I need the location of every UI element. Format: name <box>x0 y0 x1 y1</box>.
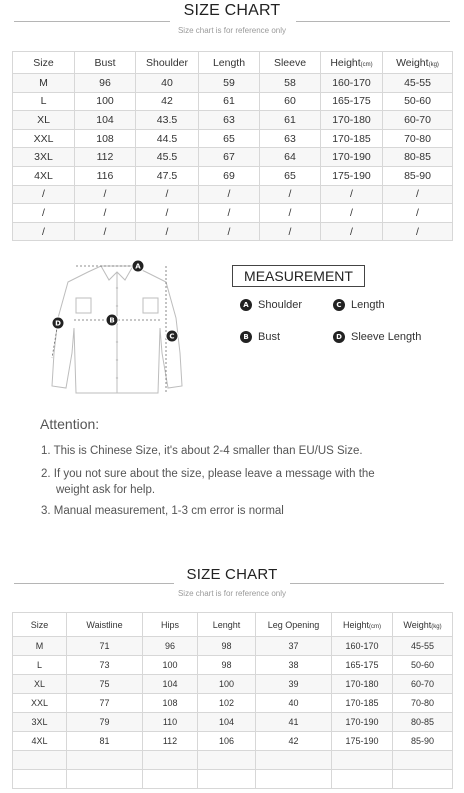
table-cell: 64 <box>260 148 321 167</box>
table-cell: 47.5 <box>136 166 199 185</box>
chart2-title-rule-right <box>290 583 444 584</box>
table-cell: / <box>383 222 453 241</box>
table-cell: / <box>199 222 260 241</box>
table-header-row <box>13 613 453 637</box>
table-row <box>13 148 453 167</box>
table-cell: / <box>136 222 199 241</box>
table-cell <box>332 751 393 770</box>
table-cell: 60-70 <box>393 675 453 694</box>
table-cell: 108 <box>75 129 136 148</box>
table-cell: 104 <box>143 675 198 694</box>
table-row <box>13 713 453 732</box>
table-cell: XXL <box>13 129 75 148</box>
table-cell: 71 <box>67 637 143 656</box>
legend-length-label: Length <box>351 299 385 311</box>
table-row <box>13 185 453 204</box>
attention-title: Attention: <box>40 416 100 432</box>
table-cell: / <box>199 185 260 204</box>
chart1-title-rule-right <box>296 21 450 22</box>
table-row <box>13 166 453 185</box>
table-cell: 50-60 <box>393 656 453 675</box>
table-cell: 110 <box>143 713 198 732</box>
table-cell: 104 <box>75 111 136 130</box>
column-header: Bust <box>75 52 136 74</box>
table-cell: 38 <box>256 656 332 675</box>
table-cell: / <box>260 204 321 223</box>
table-row <box>13 732 453 751</box>
column-header: Height(cm) <box>321 52 383 74</box>
table-cell: 65 <box>260 166 321 185</box>
table-cell <box>256 770 332 789</box>
table-cell: 61 <box>199 92 260 111</box>
table-cell: 41 <box>256 713 332 732</box>
column-header: Height(cm) <box>332 613 393 637</box>
table-cell: 85-90 <box>383 166 453 185</box>
table-cell: 106 <box>198 732 256 751</box>
table-cell: 40 <box>256 694 332 713</box>
letter-a-icon: A <box>240 299 252 311</box>
table-row <box>13 222 453 241</box>
table-cell: / <box>13 204 75 223</box>
table-cell: 100 <box>143 656 198 675</box>
table-cell: 58 <box>260 74 321 93</box>
column-header: Size <box>13 613 67 637</box>
table-cell: 75 <box>67 675 143 694</box>
table-cell: / <box>136 185 199 204</box>
table-cell: 4XL <box>13 166 75 185</box>
table-cell: 42 <box>136 92 199 111</box>
chart2-title-rule-left <box>14 583 174 584</box>
table-cell: 108 <box>143 694 198 713</box>
svg-text:C: C <box>169 332 175 341</box>
size-chart-table-top <box>12 51 453 241</box>
table-cell: 79 <box>67 713 143 732</box>
table-header-row <box>13 52 453 74</box>
table-cell: 70-80 <box>393 694 453 713</box>
table-cell: 60-70 <box>383 111 453 130</box>
table-row <box>13 129 453 148</box>
table-row <box>13 637 453 656</box>
svg-text:B: B <box>109 316 115 325</box>
table-cell: 170-180 <box>321 111 383 130</box>
table-cell: L <box>13 656 67 675</box>
legend-length <box>333 299 385 311</box>
table-cell: 63 <box>199 111 260 130</box>
table-cell: 73 <box>67 656 143 675</box>
table-row <box>13 694 453 713</box>
table-cell: / <box>260 222 321 241</box>
table-row <box>13 675 453 694</box>
table-cell: 170-190 <box>321 148 383 167</box>
table-cell: 3XL <box>13 713 67 732</box>
table-row <box>13 92 453 111</box>
letter-c-icon: C <box>333 299 345 311</box>
table-cell: 98 <box>198 656 256 675</box>
table-cell: 61 <box>260 111 321 130</box>
table-cell: XL <box>13 111 75 130</box>
table-cell: / <box>13 222 75 241</box>
chart1-title-rule-left <box>14 21 170 22</box>
table-cell: 69 <box>199 166 260 185</box>
size-chart-top-body <box>13 52 453 241</box>
table-row <box>13 74 453 93</box>
table-cell <box>143 770 198 789</box>
table-cell: 175-190 <box>321 166 383 185</box>
table-cell: 59 <box>199 74 260 93</box>
chart2-subtitle: Size chart is for reference only <box>177 589 287 598</box>
column-header: Waistline <box>67 613 143 637</box>
legend-bust <box>240 331 280 343</box>
table-cell: 45-55 <box>393 637 453 656</box>
table-cell: 37 <box>256 637 332 656</box>
chart1-title: SIZE CHART <box>183 2 281 19</box>
table-cell: 77 <box>67 694 143 713</box>
table-cell: 112 <box>143 732 198 751</box>
table-cell: 98 <box>198 637 256 656</box>
table-cell: 40 <box>136 74 199 93</box>
table-cell: 160-170 <box>321 74 383 93</box>
legend-sleeve-length <box>333 331 421 343</box>
table-cell: M <box>13 637 67 656</box>
table-cell <box>393 770 453 789</box>
table-cell: / <box>136 204 199 223</box>
table-row <box>13 656 453 675</box>
table-cell <box>13 751 67 770</box>
attention-item-3: 3. Manual measurement, 1-3 cm error is normal <box>41 505 284 517</box>
column-header: Leg Opening <box>256 613 332 637</box>
table-cell: 50-60 <box>383 92 453 111</box>
table-cell <box>256 751 332 770</box>
table-cell <box>393 751 453 770</box>
column-header: Weight(kg) <box>393 613 453 637</box>
table-cell: 80-85 <box>393 713 453 732</box>
table-cell <box>67 751 143 770</box>
size-chart-table-bottom <box>12 612 453 789</box>
chart2-title: SIZE CHART <box>186 566 278 583</box>
table-cell: / <box>383 204 453 223</box>
attention-item-2-cont: weight ask for help. <box>56 484 156 496</box>
table-cell: / <box>321 222 383 241</box>
table-cell <box>143 751 198 770</box>
table-cell: 170-190 <box>332 713 393 732</box>
table-cell: 96 <box>75 74 136 93</box>
svg-text:A: A <box>135 262 141 271</box>
table-cell: 100 <box>198 675 256 694</box>
shirt-diagram <box>46 258 196 408</box>
legend-shoulder-label: Shoulder <box>258 299 303 311</box>
table-cell: L <box>13 92 75 111</box>
table-cell: 96 <box>143 637 198 656</box>
table-cell: / <box>321 204 383 223</box>
table-cell <box>332 770 393 789</box>
attention-item-2: 2. If you not sure about the size, please leave a message with the <box>41 468 375 480</box>
column-header: Weight(kg) <box>383 52 453 74</box>
table-cell: / <box>13 185 75 204</box>
table-cell <box>67 770 143 789</box>
table-cell: 44.5 <box>136 129 199 148</box>
table-cell: / <box>383 185 453 204</box>
table-cell: 81 <box>67 732 143 751</box>
size-chart-bottom-body <box>13 613 453 789</box>
table-cell: 63 <box>260 129 321 148</box>
letter-b-icon: B <box>240 331 252 343</box>
table-cell: 3XL <box>13 148 75 167</box>
column-header: Sleeve <box>260 52 321 74</box>
table-cell <box>198 751 256 770</box>
column-header: Lenght <box>198 613 256 637</box>
table-cell <box>13 770 67 789</box>
table-cell: 165-175 <box>321 92 383 111</box>
table-cell <box>198 770 256 789</box>
table-cell: 39 <box>256 675 332 694</box>
table-row <box>13 204 453 223</box>
chart1-subtitle: Size chart is for reference only <box>177 26 287 35</box>
column-header: Hips <box>143 613 198 637</box>
table-cell: 67 <box>199 148 260 167</box>
table-row <box>13 111 453 130</box>
attention-item-1: 1. This is Chinese Size, it's about 2-4 smaller than EU/US Size. <box>41 445 363 457</box>
legend-shoulder <box>240 299 302 311</box>
table-cell: 60 <box>260 92 321 111</box>
table-cell: 45-55 <box>383 74 453 93</box>
table-cell: 170-180 <box>332 675 393 694</box>
table-cell: / <box>75 204 136 223</box>
column-header: Length <box>199 52 260 74</box>
column-header: Shoulder <box>136 52 199 74</box>
table-cell: 112 <box>75 148 136 167</box>
letter-d-icon: D <box>333 331 345 343</box>
legend-bust-label: Bust <box>258 331 281 343</box>
table-cell: 175-190 <box>332 732 393 751</box>
measurement-title: MEASUREMENT <box>232 265 365 287</box>
table-cell: XL <box>13 675 67 694</box>
table-cell: 170-185 <box>321 129 383 148</box>
table-cell: 70-80 <box>383 129 453 148</box>
table-cell: 45.5 <box>136 148 199 167</box>
legend-sleeve-length-label: Sleeve Length <box>351 331 422 343</box>
table-cell: 116 <box>75 166 136 185</box>
table-cell: / <box>199 204 260 223</box>
table-cell: 170-185 <box>332 694 393 713</box>
table-cell: / <box>75 185 136 204</box>
column-header: Size <box>13 52 75 74</box>
table-cell: 160-170 <box>332 637 393 656</box>
table-cell: 65 <box>199 129 260 148</box>
svg-text:D: D <box>55 319 61 328</box>
table-cell: 102 <box>198 694 256 713</box>
table-cell: 43.5 <box>136 111 199 130</box>
table-cell: 4XL <box>13 732 67 751</box>
table-cell: / <box>260 185 321 204</box>
table-cell: M <box>13 74 75 93</box>
table-cell: 42 <box>256 732 332 751</box>
table-cell: 165-175 <box>332 656 393 675</box>
table-cell: 104 <box>198 713 256 732</box>
table-cell: / <box>321 185 383 204</box>
table-cell: 100 <box>75 92 136 111</box>
table-cell: / <box>75 222 136 241</box>
table-row <box>13 751 453 770</box>
table-row <box>13 770 453 789</box>
table-cell: 80-85 <box>383 148 453 167</box>
table-cell: 85-90 <box>393 732 453 751</box>
table-cell: XXL <box>13 694 67 713</box>
